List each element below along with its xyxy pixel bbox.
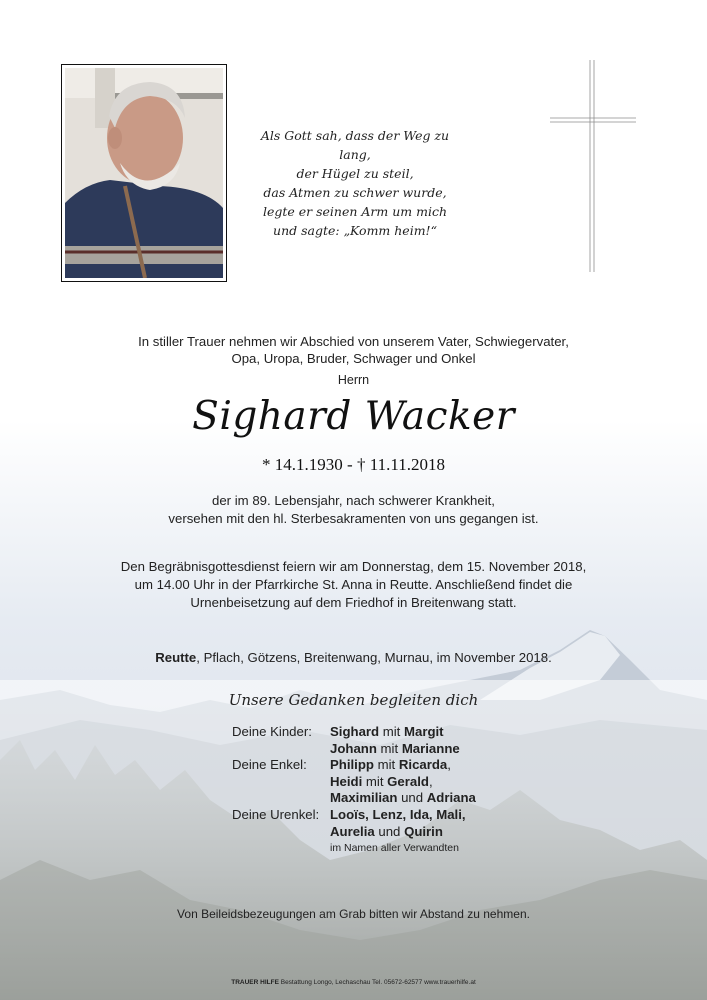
mourners-row	[232, 741, 476, 758]
mourner-name: Johann	[330, 740, 377, 756]
urenkel-label: Deine Urenkel:	[232, 806, 320, 822]
place-town: Reutte	[155, 650, 197, 665]
poem-line: legte er seinen Arm um mich	[262, 204, 448, 219]
mourners-row	[232, 774, 476, 791]
mourners-list	[232, 724, 476, 857]
relatives-note: im Namen aller Verwandten	[330, 842, 459, 855]
connector: und	[374, 823, 405, 839]
mourners-row	[232, 790, 476, 807]
mourner-name: Ricarda	[398, 757, 448, 773]
closing-request: Von Beileidsbezeugungen am Grab bitten wir Abstand zu nehmen.	[177, 907, 530, 921]
intro-line: In stiller Trauer nehmen wir Abschied von unserem Vater, Schwiegervater,	[138, 334, 569, 349]
funeral-line: Den Begräbnisgottesdienst feiern wir am Donnerstag, dem 15. November 2018,	[120, 559, 587, 574]
funeral-details	[0, 558, 707, 612]
place-rest: , Pflach, Götzens, Breitenwang, Murnau, im November 2018.	[196, 650, 552, 665]
mourners-row	[232, 840, 476, 857]
portrait-image	[65, 68, 223, 278]
intro-text	[0, 333, 707, 367]
mourner-name: Maximilian	[330, 790, 398, 806]
poem-line: und sagte: „Komm heim!“	[273, 223, 437, 238]
mourner-name: Margit	[404, 724, 444, 739]
mourner-name: Adriana	[426, 790, 476, 806]
poem-line: das Atmen zu schwer wurde,	[263, 185, 447, 200]
salutation: Herrn	[337, 373, 370, 387]
connector: mit	[379, 724, 405, 739]
kinder-label: Deine Kinder:	[232, 724, 312, 739]
place-date-line	[0, 650, 707, 665]
connector: mit	[362, 773, 388, 789]
separator: ,	[428, 773, 433, 789]
funeral-home-footer	[0, 979, 707, 986]
portrait-photo	[61, 64, 227, 282]
funeral-line: Urnenbeisetzung auf dem Friedhof in Breitenwang statt.	[190, 595, 517, 610]
funeral-line: um 14.00 Uhr in der Pfarrkirche St. Anna in Reutte. Anschließend findet die	[134, 577, 573, 592]
mourner-name: Gerald	[387, 773, 429, 789]
mourner-name: Looïs, Lenz, Ida, Mali,	[330, 806, 466, 822]
mourners-row	[232, 757, 476, 774]
mourner-name: Philipp	[330, 757, 374, 773]
connector: mit	[376, 740, 402, 756]
mourners-row	[232, 824, 476, 841]
mourners-heading: Unsere Gedanken begleiten dich	[228, 691, 479, 709]
footer-text: Bestattung Longo, Lechaschau Tel. 05672-62577 www.trauerhilfe.at	[278, 979, 476, 986]
connector: mit	[373, 757, 399, 773]
mourner-name: Aurelia	[330, 823, 375, 839]
mourner-name: Heidi	[330, 773, 363, 789]
poem-line: Als Gott sah, dass der Weg zu lang,	[260, 128, 450, 162]
mourner-name: Sighard	[330, 724, 380, 739]
connector: und	[397, 790, 427, 806]
mourner-name: Marianne	[401, 740, 460, 756]
mourner-name: Quirin	[404, 823, 443, 839]
separator: ,	[447, 757, 451, 773]
intro-line: Opa, Uropa, Bruder, Schwager und Onkel	[231, 351, 476, 366]
death-line: versehen mit den hl. Sterbesakramenten von uns gegangen ist.	[168, 511, 539, 526]
mourners-row	[232, 724, 476, 741]
enkel-label: Deine Enkel:	[232, 757, 307, 773]
mourners-row	[232, 807, 476, 824]
poem	[255, 126, 455, 240]
footer-brand: TRAUER HILFE	[231, 979, 279, 986]
life-dates: * 14.1.1930 - † 11.11.2018	[262, 455, 445, 474]
death-notice	[0, 492, 707, 528]
cross-icon	[548, 58, 638, 274]
poem-line: der Hügel zu steil,	[296, 166, 414, 181]
deceased-name: Sighard Wacker	[192, 394, 515, 439]
death-line: der im 89. Lebensjahr, nach schwerer Krankheit,	[212, 493, 495, 508]
